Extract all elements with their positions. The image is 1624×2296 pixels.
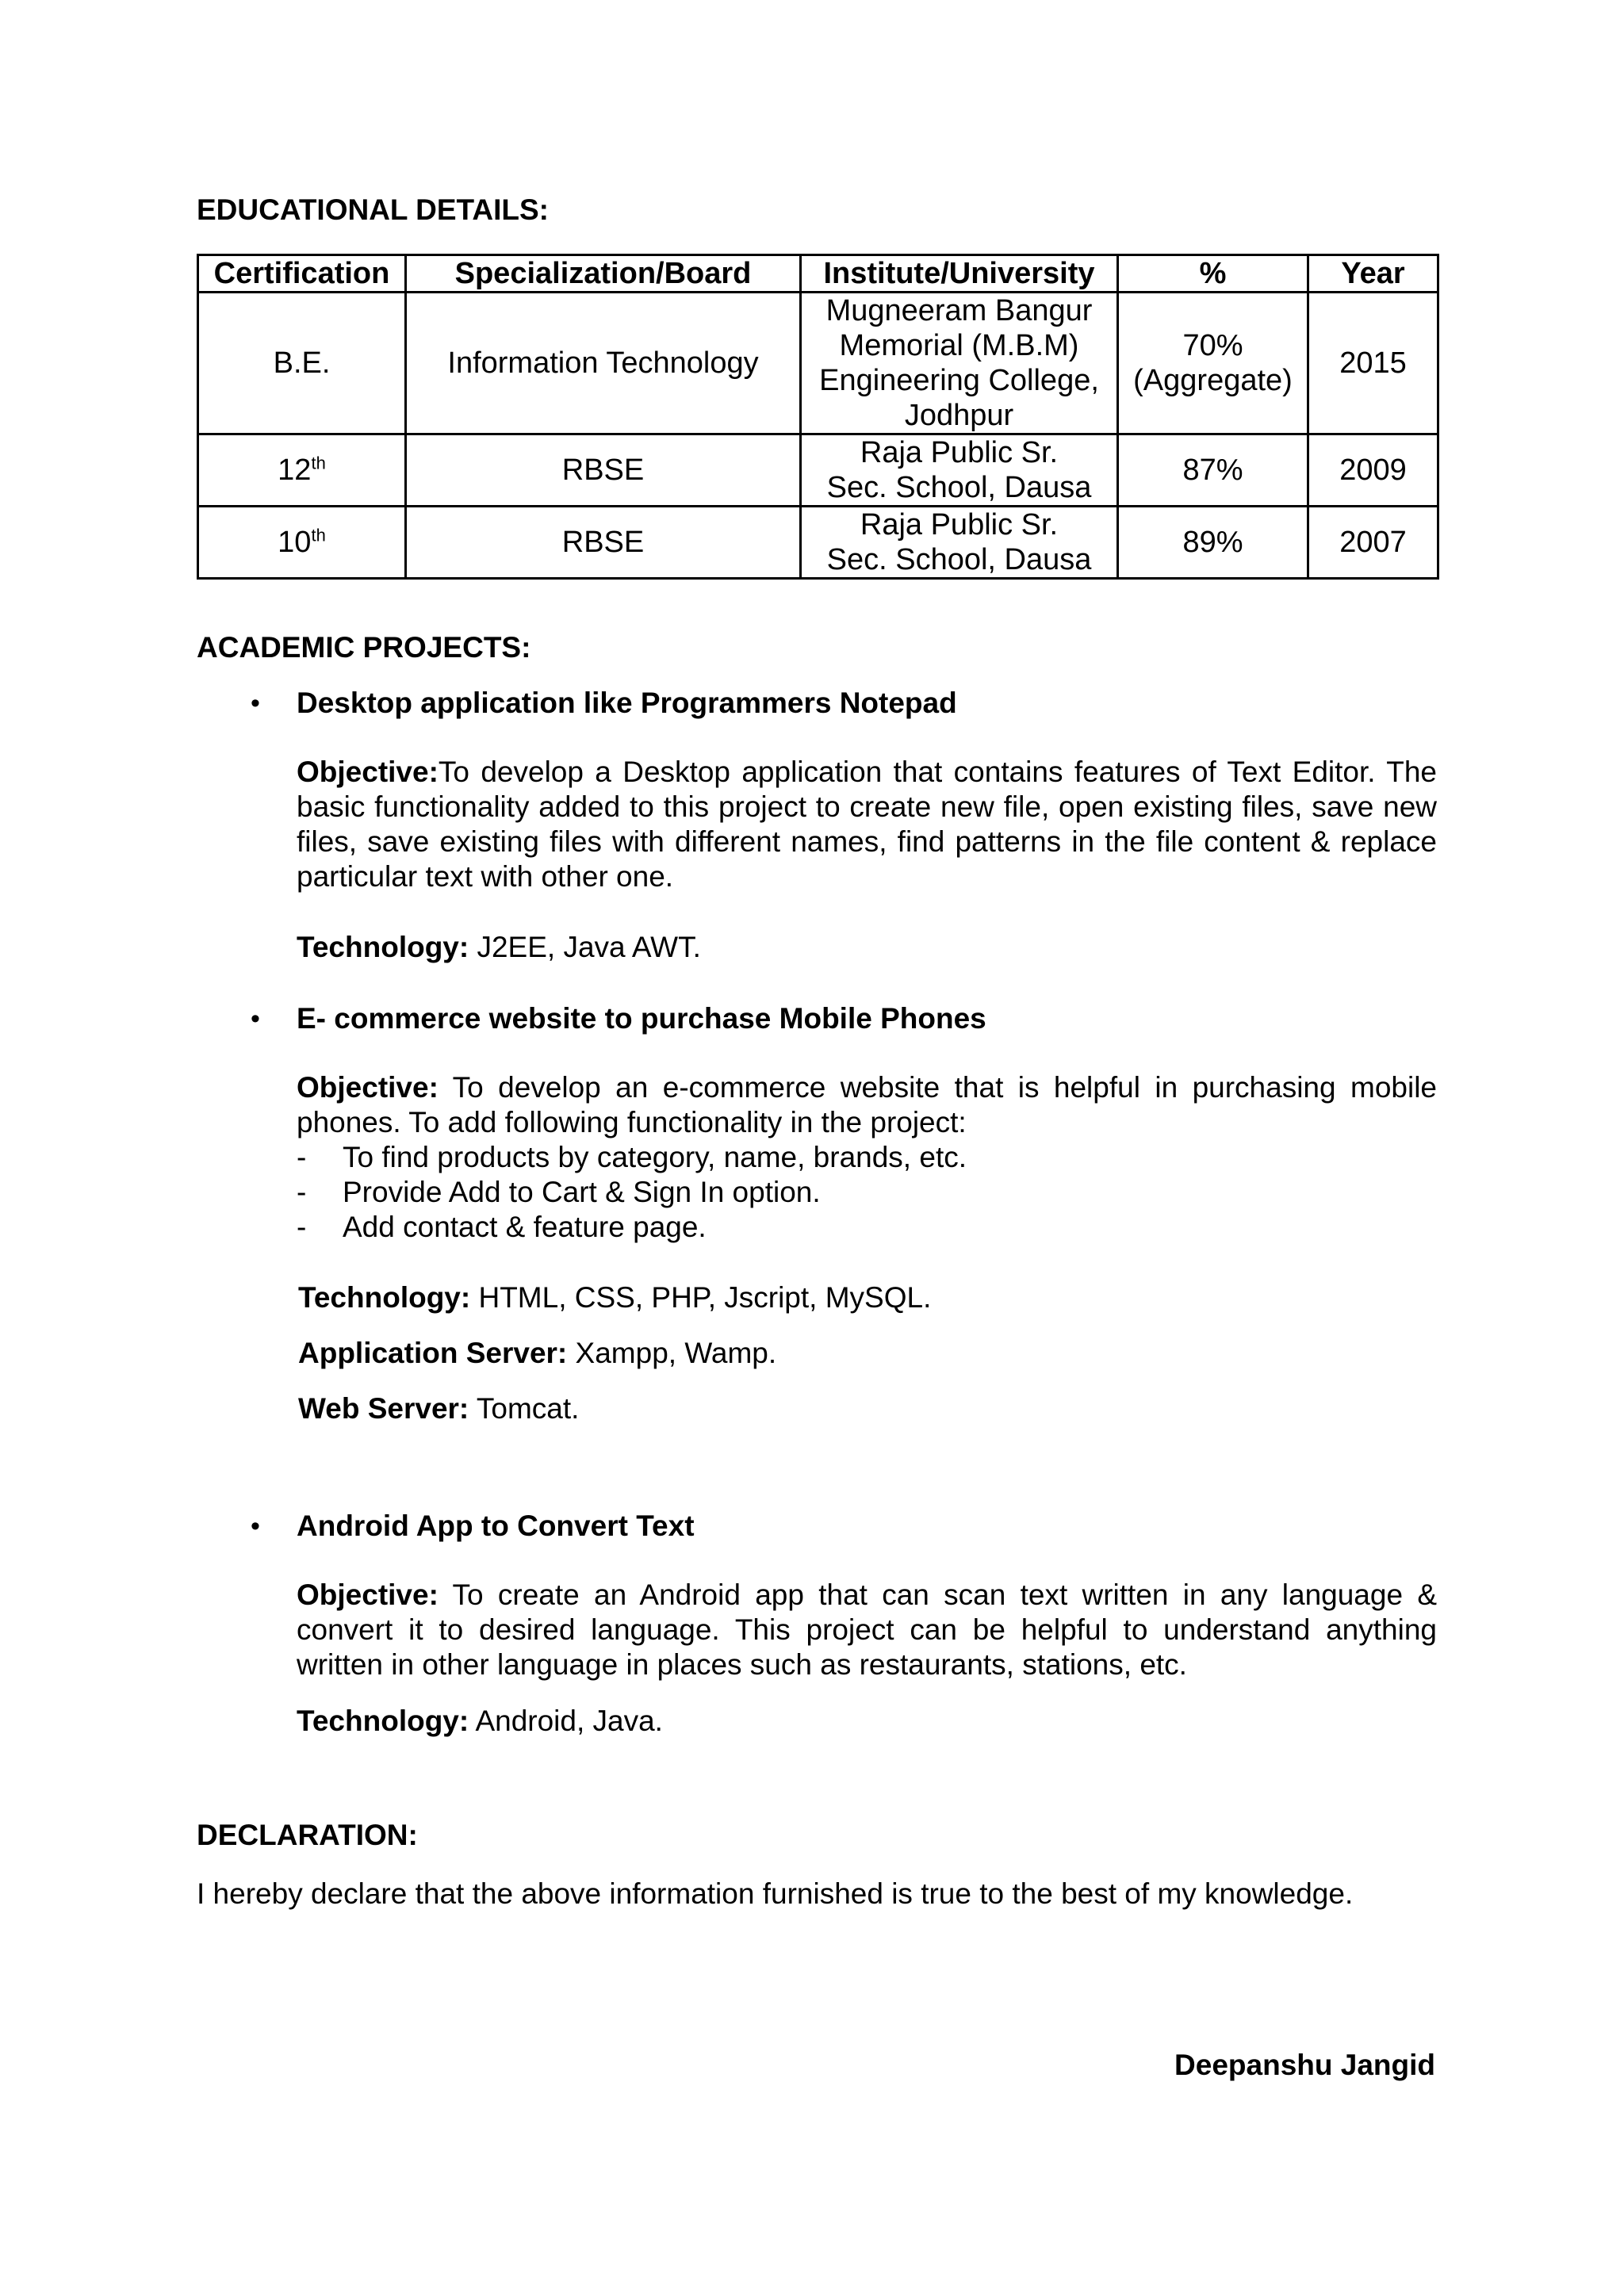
certification-cell: 10th bbox=[198, 507, 406, 579]
feature-list bbox=[297, 1140, 1437, 1245]
year-cell: 2007 bbox=[1308, 507, 1438, 579]
list-item: - To find products by category, name, brands, etc. bbox=[297, 1141, 967, 1173]
column-header: Institute/University bbox=[801, 255, 1118, 293]
projects-heading: ACADEMIC PROJECTS: bbox=[197, 631, 531, 664]
list-item: - Add contact & feature page. bbox=[297, 1211, 707, 1243]
list-item: - Provide Add to Cart & Sign In option. bbox=[297, 1176, 821, 1208]
year-cell: 2009 bbox=[1308, 434, 1438, 507]
percent-cell: 70% (Aggregate) bbox=[1118, 293, 1308, 434]
project-technology: Technology: J2EE, Java AWT. bbox=[297, 931, 701, 963]
declaration-heading: DECLARATION: bbox=[197, 1819, 418, 1851]
table-row bbox=[198, 293, 1438, 434]
project-title: E- commerce website to purchase Mobile Phones bbox=[297, 1002, 986, 1035]
specialization-cell: RBSE bbox=[406, 434, 801, 507]
bullet-icon: • bbox=[251, 688, 260, 718]
column-header: Year bbox=[1308, 255, 1438, 293]
education-table bbox=[197, 254, 1439, 580]
project-title: Android App to Convert Text bbox=[297, 1510, 695, 1542]
project-web-server: Web Server: Tomcat. bbox=[298, 1392, 580, 1425]
project-objective: Objective: To create an Android app that can scan text written in any language & convert it to desired language. This project can be helpful to understand anything written in other language in places such as restaurants, stations, etc. bbox=[297, 1578, 1437, 1681]
bullet-icon: • bbox=[251, 1004, 260, 1034]
table-row bbox=[198, 507, 1438, 579]
certification-cell: 12th bbox=[198, 434, 406, 507]
institute-cell: Raja Public Sr. Sec. School, Dausa bbox=[801, 507, 1118, 579]
project-objective: Objective: To develop an e-commerce website that is helpful in purchasing mobile phones. To add following functionality in the project: - To find products by category, name, brands, etc. - Provide Add to Cart & Sign In option. - Add contact & feature page. bbox=[297, 1071, 1437, 1243]
project-app-server: Application Server: Xampp, Wamp. bbox=[298, 1337, 777, 1369]
column-header: % bbox=[1118, 255, 1308, 293]
percent-cell: 89% bbox=[1118, 507, 1308, 579]
specialization-cell: Information Technology bbox=[406, 293, 801, 434]
institute-cell: Raja Public Sr. Sec. School, Dausa bbox=[801, 434, 1118, 507]
percent-cell: 87% bbox=[1118, 434, 1308, 507]
table-row bbox=[198, 434, 1438, 507]
year-cell: 2015 bbox=[1308, 293, 1438, 434]
bullet-icon: • bbox=[251, 1511, 260, 1541]
column-header: Specialization/Board bbox=[406, 255, 801, 293]
project-title: Desktop application like Programmers Notepad bbox=[297, 687, 957, 719]
project-technology: Technology: HTML, CSS, PHP, Jscript, MySQL. bbox=[298, 1281, 932, 1314]
table-header-row bbox=[198, 255, 1438, 293]
education-heading: EDUCATIONAL DETAILS: bbox=[197, 193, 549, 226]
project-objective: Objective:To develop a Desktop application that contains features of Text Editor. The basic functionality added to this project to create new file, open existing files, save new files, save existing files with different names, find patterns in the file content & replace particular text with other one. bbox=[297, 756, 1437, 893]
specialization-cell: RBSE bbox=[406, 507, 801, 579]
column-header: Certification bbox=[198, 255, 406, 293]
certification-cell: B.E. bbox=[198, 293, 406, 434]
signature-name: Deepanshu Jangid bbox=[1174, 2049, 1435, 2081]
institute-cell: Mugneeram Bangur Memorial (M.B.M) Engineering College, Jodhpur bbox=[801, 293, 1118, 434]
project-technology: Technology: Android, Java. bbox=[297, 1705, 663, 1737]
declaration-text: I hereby declare that the above information furnished is true to the best of my knowledge. bbox=[197, 1877, 1354, 1910]
